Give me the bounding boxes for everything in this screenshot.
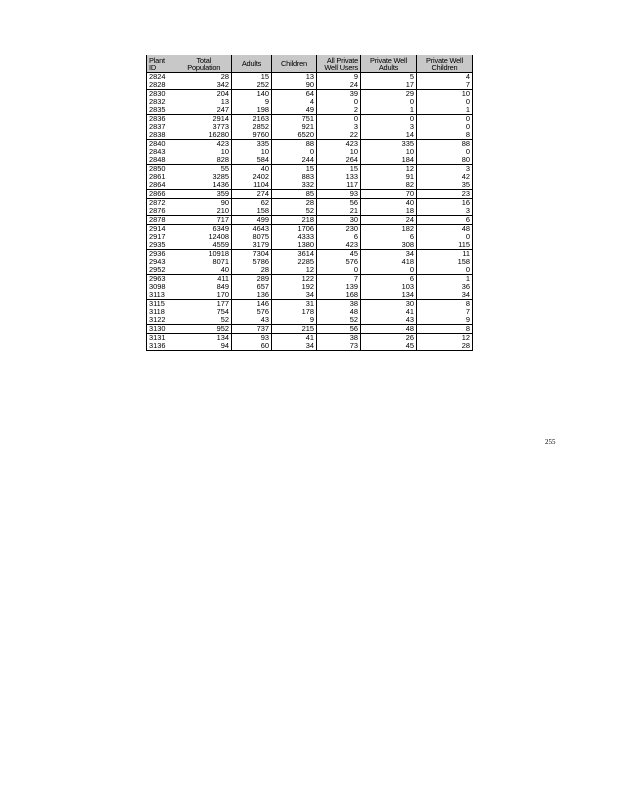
table-cell: 952 — [177, 325, 232, 334]
table-cell: 204 — [177, 90, 232, 99]
table-cell: 35 — [417, 181, 473, 190]
table-cell: 0 — [361, 266, 417, 275]
table-cell: 14 — [361, 131, 417, 140]
table-cell: 70 — [361, 190, 417, 199]
table-cell: 2848 — [147, 156, 177, 165]
table-cell: 9 — [232, 98, 272, 106]
table-cell: 91 — [361, 173, 417, 181]
table-cell: 52 — [317, 316, 361, 325]
table-cell: 198 — [232, 106, 272, 115]
table-cell: 274 — [232, 190, 272, 199]
table-cell: 576 — [317, 258, 361, 266]
table-cell: 244 — [272, 156, 317, 165]
table-cell: 43 — [232, 316, 272, 325]
table-cell: 2840 — [147, 140, 177, 149]
table-cell: 9 — [272, 316, 317, 325]
table-cell: 11 — [417, 250, 473, 259]
table-cell: 60 — [232, 342, 272, 351]
table-row — [147, 258, 473, 266]
table-cell: 2838 — [147, 131, 177, 140]
table-cell: 52 — [220, 316, 229, 324]
table-cell: 45 — [361, 342, 417, 351]
table-cell: 751 — [272, 115, 317, 124]
table-row — [147, 266, 473, 275]
table-cell: 3773 — [212, 123, 229, 131]
table-cell: 289 — [232, 275, 272, 284]
table-cell: 717 — [177, 216, 232, 225]
table-cell: 48 — [361, 325, 417, 334]
table-cell: 139 — [317, 283, 361, 291]
table-cell: 88 — [417, 140, 473, 149]
table-cell: 0 — [361, 98, 417, 106]
table-cell: 7 — [317, 275, 361, 284]
table-cell: 0 — [272, 148, 317, 156]
table-cell: 3 — [417, 207, 473, 216]
table-cell: 2864 — [147, 181, 177, 190]
table-cell: 3 — [417, 165, 473, 174]
table-cell: 308 — [361, 241, 417, 250]
table-cell: 2832 — [147, 98, 177, 106]
table-row — [147, 98, 473, 106]
table-cell: 247 — [216, 106, 229, 114]
table-cell: 10 — [232, 148, 272, 156]
table-cell: 3118 — [147, 308, 177, 316]
table-cell: 2285 — [272, 258, 317, 266]
table-row — [147, 181, 473, 190]
table-cell: 8071 — [212, 258, 229, 266]
page-number: 255 — [545, 438, 556, 446]
table-cell: 9 — [317, 73, 361, 82]
table-row — [147, 300, 473, 309]
table-cell: 584 — [232, 156, 272, 165]
table-cell: 0 — [417, 266, 473, 275]
table-cell: 3113 — [147, 291, 177, 300]
table-cell: 335 — [361, 140, 417, 149]
table-cell: 28 — [220, 72, 229, 81]
table-cell: 49 — [272, 106, 317, 115]
table-row — [147, 123, 473, 131]
table-cell: 4 — [417, 73, 473, 82]
table-cell: 28 — [272, 199, 317, 208]
table-cell: 1104 — [232, 181, 272, 190]
table-cell: 13 — [272, 73, 317, 82]
table-cell: 56 — [317, 325, 361, 334]
table-cell: 15 — [317, 165, 361, 174]
table-cell: 2163 — [232, 115, 272, 124]
table-cell: 2872 — [147, 199, 177, 208]
table-row — [147, 90, 473, 99]
table-cell: 170 — [216, 291, 229, 299]
table-cell: 0 — [317, 115, 361, 124]
table-cell: 136 — [232, 291, 272, 300]
table-cell: 2 — [317, 106, 361, 115]
table-cell: 7 — [417, 308, 473, 316]
table-cell: 133 — [317, 173, 361, 181]
table-cell: 3179 — [232, 241, 272, 250]
table-row — [147, 342, 473, 351]
table-cell: 2837 — [147, 123, 177, 131]
table-cell: 3136 — [147, 342, 177, 351]
table-cell: 359 — [177, 190, 232, 199]
table-cell: 22 — [317, 131, 361, 140]
table-cell: 6520 — [272, 131, 317, 140]
header-row — [147, 55, 473, 73]
table-cell: 21 — [317, 207, 361, 216]
table-cell: 2943 — [147, 258, 177, 266]
table-cell: 4559 — [212, 241, 229, 249]
table-row — [147, 140, 473, 149]
table-cell: 7 — [417, 81, 473, 90]
table-row — [147, 225, 473, 234]
table-cell: 40 — [220, 266, 229, 274]
table-cell: 0 — [417, 115, 473, 124]
header-plant-id: Plant ID — [147, 55, 177, 73]
table-row — [147, 173, 473, 181]
table-cell: 48 — [317, 308, 361, 316]
table-cell: 56 — [317, 199, 361, 208]
table-row — [147, 308, 473, 316]
table-row — [147, 316, 473, 325]
table-cell: 94 — [177, 342, 232, 351]
table-cell: 146 — [232, 300, 272, 309]
table-cell: 15 — [232, 73, 272, 82]
table-cell: 2936 — [147, 250, 177, 259]
table-row — [147, 233, 473, 241]
table-cell: 168 — [317, 291, 361, 300]
table-cell: 31 — [272, 300, 317, 309]
table-cell: 45 — [317, 250, 361, 259]
table-cell: 3122 — [147, 316, 177, 325]
table-cell: 3614 — [272, 250, 317, 259]
table-cell: 2935 — [147, 241, 177, 250]
table-body — [147, 73, 473, 351]
table-cell: 2835 — [147, 106, 177, 115]
table-cell: 499 — [232, 216, 272, 225]
table-cell: 883 — [272, 173, 317, 181]
table-cell: 12 — [361, 165, 417, 174]
table-cell: 0 — [317, 98, 361, 106]
table-row — [147, 250, 473, 259]
table-cell: 34 — [272, 342, 317, 351]
table-cell: 849 — [216, 283, 229, 291]
table-cell: 10 — [417, 90, 473, 99]
table-cell: 0 — [317, 266, 361, 275]
table-cell: 8075 — [232, 233, 272, 241]
table-cell: 73 — [317, 342, 361, 351]
table-cell: 2952 — [147, 266, 177, 275]
table-cell: 82 — [361, 181, 417, 190]
table-cell: 423 — [177, 140, 232, 149]
table-cell: 2866 — [147, 190, 177, 199]
table-cell: 192 — [272, 283, 317, 291]
table-cell: 8 — [417, 300, 473, 309]
table-cell: 178 — [272, 308, 317, 316]
table-cell: 3 — [361, 123, 417, 131]
header-all-private-well-users: All Private Well Users — [317, 55, 361, 73]
table-cell: 41 — [361, 308, 417, 316]
table-cell: 158 — [232, 207, 272, 216]
table-cell: 210 — [216, 207, 229, 215]
table-row — [147, 115, 473, 124]
table-row — [147, 131, 473, 140]
table-cell: 115 — [417, 241, 473, 250]
table-cell: 2914 — [147, 225, 177, 234]
table-row — [147, 165, 473, 174]
table-cell: 28 — [232, 266, 272, 275]
table-cell: 10918 — [177, 250, 232, 259]
table-cell: 3130 — [147, 325, 177, 334]
table-cell: 85 — [272, 190, 317, 199]
table-cell: 2836 — [147, 115, 177, 124]
table-cell: 10 — [220, 148, 229, 156]
table-cell: 264 — [317, 156, 361, 165]
table-cell: 39 — [317, 90, 361, 99]
table-cell: 30 — [317, 216, 361, 225]
table-cell: 10 — [361, 148, 417, 156]
table-cell: 754 — [216, 308, 229, 316]
table-cell: 134 — [177, 334, 232, 343]
table-row — [147, 207, 473, 216]
table-cell: 24 — [317, 81, 361, 90]
table-cell: 2861 — [147, 173, 177, 181]
table-cell: 117 — [317, 181, 361, 190]
table-cell: 215 — [272, 325, 317, 334]
table-cell: 218 — [272, 216, 317, 225]
table-cell: 423 — [317, 241, 361, 250]
table-cell: 4643 — [232, 225, 272, 234]
table-cell: 38 — [317, 334, 361, 343]
table-cell: 23 — [417, 190, 473, 199]
table-cell: 2878 — [147, 216, 177, 225]
table-cell: 52 — [272, 207, 317, 216]
table-cell: 5 — [361, 73, 417, 82]
table-cell: 576 — [232, 308, 272, 316]
table-cell: 177 — [177, 300, 232, 309]
table-cell: 93 — [317, 190, 361, 199]
table-cell: 2402 — [232, 173, 272, 181]
table-cell: 411 — [177, 275, 232, 284]
table-cell: 1 — [417, 106, 473, 115]
table-row — [147, 241, 473, 250]
table-cell: 12 — [272, 266, 317, 275]
table-cell: 1706 — [272, 225, 317, 234]
table-cell: 921 — [272, 123, 317, 131]
table-cell: 657 — [232, 283, 272, 291]
table-cell: 423 — [317, 140, 361, 149]
table-cell: 55 — [177, 165, 232, 174]
table-cell: 1380 — [272, 241, 317, 250]
table-cell: 418 — [361, 258, 417, 266]
header-children: Children — [272, 55, 317, 73]
table-cell: 1 — [361, 106, 417, 115]
table-cell: 2876 — [147, 207, 177, 216]
table-cell: 6 — [361, 275, 417, 284]
table-cell: 34 — [361, 250, 417, 259]
table-cell: 2963 — [147, 275, 177, 284]
header-private-well-adults: Private Well Adults — [361, 55, 417, 73]
header-private-well-children: Private Well Children — [417, 55, 473, 73]
table-cell: 2828 — [147, 81, 177, 90]
table-cell: 0 — [417, 98, 473, 106]
table-row — [147, 148, 473, 156]
table-row — [147, 190, 473, 199]
table-cell: 2843 — [147, 148, 177, 156]
table-cell: 28 — [417, 342, 473, 351]
table-row — [147, 156, 473, 165]
table-cell: 3131 — [147, 334, 177, 343]
table-row — [147, 106, 473, 115]
table-cell: 3115 — [147, 300, 177, 309]
table-cell: 40 — [361, 199, 417, 208]
plant-population-table — [146, 55, 473, 351]
table-cell: 158 — [417, 258, 473, 266]
table-row — [147, 199, 473, 208]
table-row — [147, 275, 473, 284]
table-cell: 4 — [272, 98, 317, 106]
table-cell: 6349 — [177, 225, 232, 234]
table-cell: 40 — [232, 165, 272, 174]
table-cell: 184 — [361, 156, 417, 165]
table-row — [147, 325, 473, 334]
table-cell: 4333 — [272, 233, 317, 241]
table-cell: 122 — [272, 275, 317, 284]
table-cell: 5786 — [232, 258, 272, 266]
table-cell: 6 — [317, 233, 361, 241]
table-cell: 2917 — [147, 233, 177, 241]
table-cell: 737 — [232, 325, 272, 334]
table-cell: 3098 — [147, 283, 177, 291]
table-cell: 48 — [417, 225, 473, 234]
table-cell: 6 — [417, 216, 473, 225]
table-cell: 43 — [361, 316, 417, 325]
table-cell: 12408 — [208, 233, 229, 241]
table-cell: 2824 — [147, 73, 177, 82]
table-cell: 30 — [361, 300, 417, 309]
table-cell: 36 — [417, 283, 473, 291]
table-cell: 134 — [361, 291, 417, 300]
table-cell: 1436 — [212, 181, 229, 189]
table-cell: 90 — [177, 199, 232, 208]
table-cell: 29 — [361, 90, 417, 99]
header-adults: Adults — [232, 55, 272, 73]
table-cell: 6 — [361, 233, 417, 241]
table-cell: 64 — [272, 90, 317, 99]
table-cell: 332 — [272, 181, 317, 190]
table-row — [147, 81, 473, 90]
table-cell: 9 — [417, 316, 473, 325]
table-cell: 80 — [417, 156, 473, 165]
table-row — [147, 283, 473, 291]
table-cell: 828 — [216, 156, 229, 164]
table-cell: 3285 — [212, 173, 229, 181]
table-cell: 0 — [417, 233, 473, 241]
table-cell: 252 — [232, 81, 272, 90]
table-cell: 88 — [272, 140, 317, 149]
table-cell: 182 — [361, 225, 417, 234]
table-cell: 342 — [216, 81, 229, 89]
table-cell: 1 — [417, 275, 473, 284]
table-cell: 335 — [232, 140, 272, 149]
table-cell: 12 — [417, 334, 473, 343]
table-cell: 13 — [220, 98, 229, 106]
table-cell: 90 — [272, 81, 317, 90]
table-cell: 7304 — [232, 250, 272, 259]
table-cell: 2852 — [232, 123, 272, 131]
table-cell: 103 — [361, 283, 417, 291]
table-cell: 62 — [232, 199, 272, 208]
table-cell: 41 — [272, 334, 317, 343]
header-total-population: Total Population — [177, 55, 232, 73]
table-cell: 15 — [272, 165, 317, 174]
table-row — [147, 334, 473, 343]
table-cell: 3 — [317, 123, 361, 131]
table-cell: 2914 — [177, 115, 232, 124]
table-cell: 16 — [417, 199, 473, 208]
table-cell: 38 — [317, 300, 361, 309]
table-cell: 0 — [417, 123, 473, 131]
table-cell: 93 — [232, 334, 272, 343]
table-cell: 24 — [361, 216, 417, 225]
table-cell: 2830 — [147, 90, 177, 99]
table-cell: 230 — [317, 225, 361, 234]
table-cell: 9760 — [232, 131, 272, 140]
table-cell: 34 — [272, 291, 317, 300]
table-cell: 34 — [417, 291, 473, 300]
table-row — [147, 73, 473, 82]
table-cell: 8 — [417, 325, 473, 334]
table-cell: 26 — [361, 334, 417, 343]
table-cell: 42 — [417, 173, 473, 181]
table-row — [147, 291, 473, 300]
table-cell: 18 — [361, 207, 417, 216]
table-cell: 10 — [317, 148, 361, 156]
table-cell: 140 — [232, 90, 272, 99]
table-cell: 16280 — [208, 131, 229, 139]
table-row — [147, 216, 473, 225]
table-cell: 0 — [361, 115, 417, 124]
table-cell: 8 — [417, 131, 473, 140]
table-cell: 0 — [417, 148, 473, 156]
table-cell: 2850 — [147, 165, 177, 174]
table-cell: 17 — [361, 81, 417, 90]
